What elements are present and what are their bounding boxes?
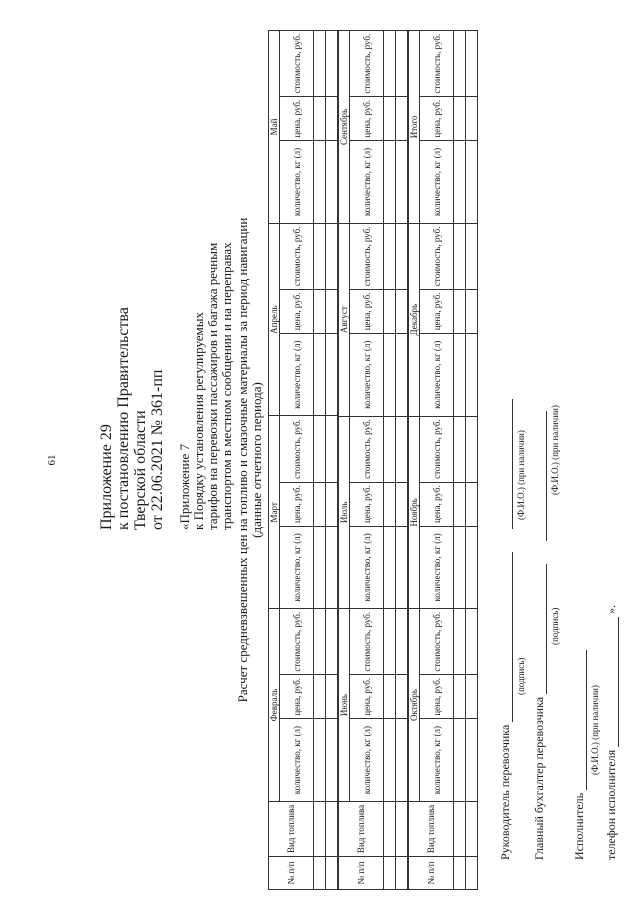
head-signature-field	[512, 552, 513, 722]
header-price: цена, руб.	[420, 97, 454, 141]
header-cost: стоимость, руб.	[350, 416, 384, 482]
phone-line	[604, 605, 619, 860]
month-header: Октябрь	[409, 609, 420, 802]
fuel-table-1	[268, 30, 338, 890]
header-cost: стоимость, руб.	[280, 609, 314, 675]
header-cost: стоимость, руб.	[350, 223, 384, 289]
document-title	[236, 30, 264, 890]
header-qty: количество, кг (л)	[280, 141, 314, 224]
header-num: № п/п	[269, 856, 314, 889]
header-cost: стоимость, руб.	[280, 31, 314, 97]
header-price: цена, руб.	[350, 97, 384, 141]
phone-field	[618, 617, 619, 747]
header-cost: стоимость, руб.	[420, 223, 454, 289]
month-header: Сентябрь	[339, 31, 350, 224]
title-subline: (данные отчетного периода)	[249, 382, 264, 538]
header-qty: количество, кг (л)	[350, 333, 384, 416]
header-fuel: Вид топлива	[409, 801, 454, 856]
header-price: цена, руб.	[350, 675, 384, 719]
accountant-signature-line	[532, 411, 547, 860]
executor-field	[586, 650, 587, 790]
header-cost: стоимость, руб.	[420, 31, 454, 97]
month-header: Июнь	[339, 609, 350, 802]
header-qty: количество, кг (л)	[420, 141, 454, 224]
header-cost: стоимость, руб.	[350, 609, 384, 675]
month-header: Август	[339, 223, 350, 416]
signature-caption: (подпись)	[550, 607, 560, 645]
month-header: Ноябрь	[409, 416, 420, 609]
appendix-line: к постановлению Правительства	[115, 307, 132, 530]
executor-label: Исполнитель	[572, 792, 586, 860]
header-price: цена, руб.	[420, 482, 454, 526]
appendix-line: от 22.06.2021 № 361-пп	[149, 369, 166, 530]
appendix-header	[98, 50, 166, 530]
table-row	[326, 31, 338, 890]
header-qty: количество, кг (л)	[280, 526, 314, 609]
month-header: Июль	[339, 416, 350, 609]
head-fio-field	[512, 399, 513, 529]
fuel-table-3	[408, 30, 478, 890]
table-row	[384, 31, 396, 890]
header-price: цена, руб.	[280, 289, 314, 333]
header-price: цена, руб.	[420, 675, 454, 719]
order-line: транспортом в местном сообщении и на переправах	[219, 242, 234, 530]
order-line: к Порядку установления регулируемых	[191, 312, 206, 530]
total-header: Итого	[409, 31, 420, 224]
header-fuel: Вид топлива	[339, 801, 384, 856]
table-row	[454, 31, 466, 890]
header-cost: стоимость, руб.	[280, 223, 314, 289]
header-cost: стоимость, руб.	[280, 416, 314, 482]
fio-caption: (Ф.И.О.) (при наличии)	[550, 405, 560, 495]
closing-mark: ».	[604, 604, 618, 614]
header-num: № п/п	[409, 856, 454, 889]
month-header: Декабрь	[409, 223, 420, 416]
head-signature-line	[498, 399, 513, 860]
accountant-signature-field	[546, 564, 547, 694]
header-qty: количество, кг (л)	[420, 719, 454, 802]
header-num: № п/п	[339, 856, 384, 889]
signature-caption: (подпись)	[516, 657, 526, 695]
appendix-line: Тверской области	[132, 410, 149, 530]
header-price: цена, руб.	[280, 675, 314, 719]
header-qty: количество, кг (л)	[280, 333, 314, 416]
month-header: Февраль	[269, 609, 280, 802]
title-line: Расчет средневзвешенных цен на топливо и смазочные материалы за период навигации	[235, 217, 250, 703]
header-price: цена, руб.	[350, 482, 384, 526]
header-qty: количество, кг (л)	[420, 333, 454, 416]
fuel-table-2	[338, 30, 408, 890]
order-line: «Приложение 7	[177, 443, 192, 530]
page-number: 61	[46, 454, 58, 466]
header-price: цена, руб.	[420, 289, 454, 333]
header-qty: количество, кг (л)	[350, 719, 384, 802]
header-price: цена, руб.	[280, 482, 314, 526]
order-reference	[178, 50, 234, 530]
accountant-fio-field	[546, 411, 547, 541]
header-fuel: Вид топлива	[269, 801, 314, 856]
month-header: Март	[269, 416, 280, 609]
header-qty: количество, кг (л)	[420, 526, 454, 609]
appendix-title: Приложение 29	[98, 424, 115, 530]
header-price: цена, руб.	[350, 289, 384, 333]
header-cost: стоимость, руб.	[420, 609, 454, 675]
executor-line	[572, 650, 587, 860]
header-cost: стоимость, руб.	[350, 31, 384, 97]
header-qty: количество, кг (л)	[280, 719, 314, 802]
header-qty: количество, кг (л)	[350, 526, 384, 609]
fio-caption: (Ф.И.О.) (при наличии)	[590, 685, 600, 775]
month-header: Май	[269, 31, 280, 224]
table-row	[396, 31, 408, 890]
head-label: Руководитель перевозчика	[498, 724, 512, 860]
table-row	[466, 31, 478, 890]
header-price: цена, руб.	[280, 97, 314, 141]
table-row	[314, 31, 326, 890]
order-line: тарифов на перевозки пассажиров и багажа речным	[205, 242, 220, 530]
phone-label: телефон исполнителя	[604, 749, 618, 860]
accountant-label: Главный бухгалтер перевозчика	[532, 696, 546, 860]
fio-caption: (Ф.И.О.) (при наличии)	[516, 430, 526, 520]
month-header: Апрель	[269, 223, 280, 416]
rotated-page-content	[90, 30, 630, 890]
header-qty: количество, кг (л)	[350, 141, 384, 224]
header-cost: стоимость, руб.	[420, 416, 454, 482]
